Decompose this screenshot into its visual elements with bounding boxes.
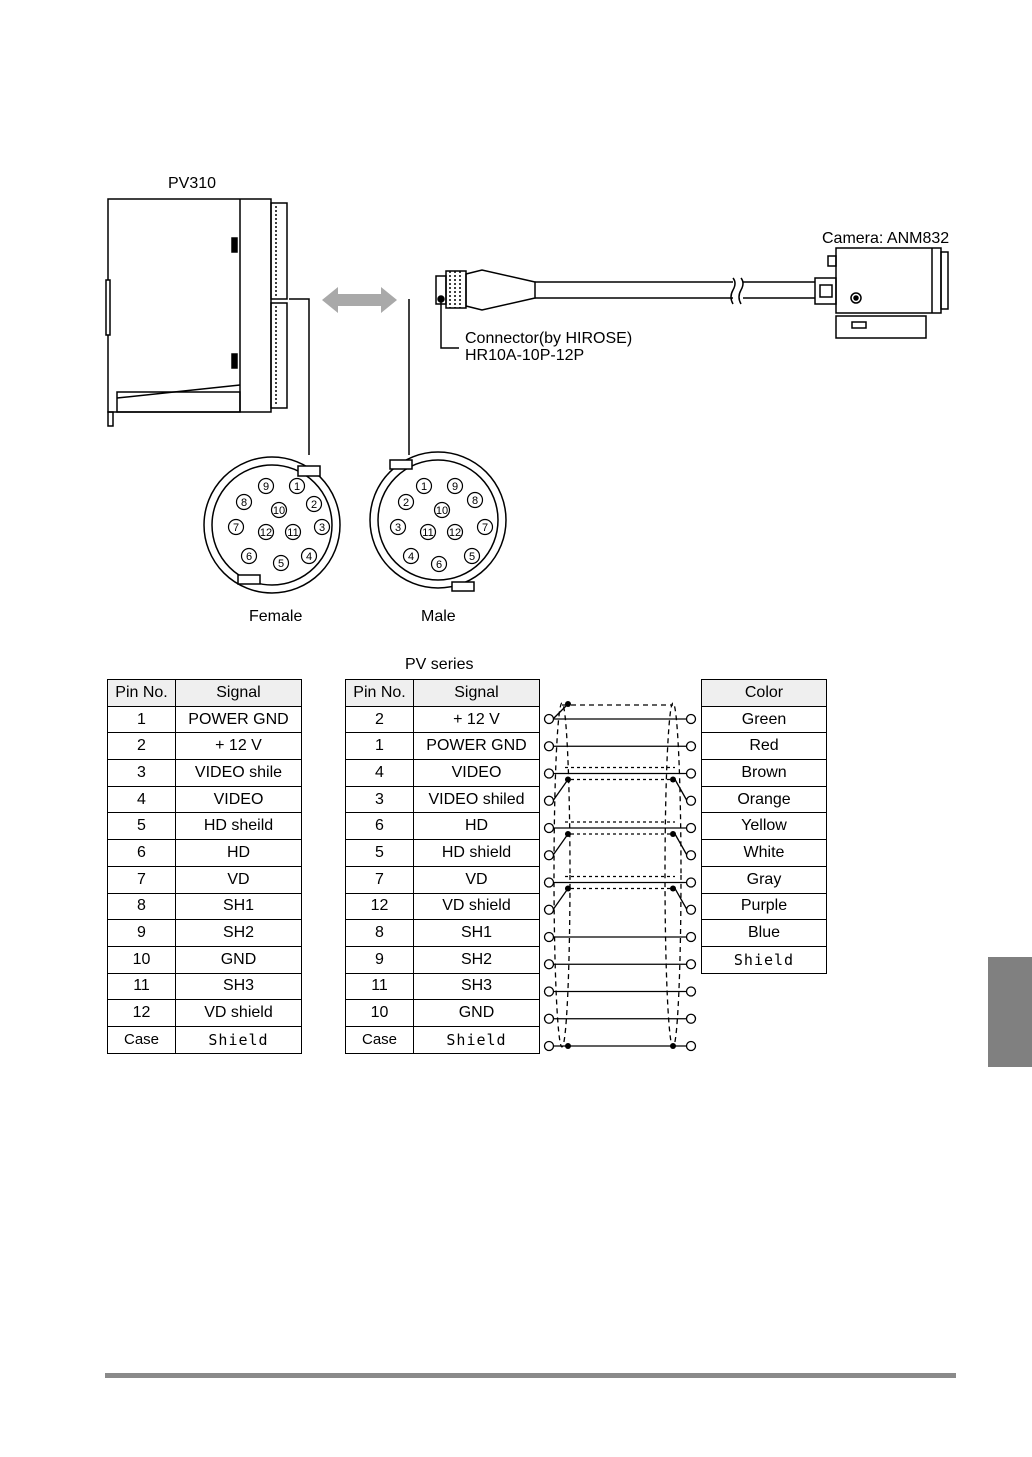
signal-cell: VIDEO shile: [176, 760, 302, 787]
pin-number-cell: 3: [346, 786, 414, 813]
pin-number-cell: 6: [108, 840, 176, 867]
wire-terminal: [545, 1042, 554, 1051]
pin-number-cell: 9: [108, 920, 176, 947]
pin-number-label: 12: [259, 527, 273, 539]
signal-cell: VIDEO: [414, 760, 540, 787]
table-row: [108, 866, 302, 893]
wire-segment: [553, 834, 568, 855]
color-cell: Purple: [702, 893, 827, 920]
female-pin-layout: [229, 479, 330, 571]
wire-terminal: [687, 824, 696, 833]
table-row: [108, 706, 302, 733]
signal-cell: GND: [176, 946, 302, 973]
wire-terminal: [687, 960, 696, 969]
signal-cell: POWER GND: [176, 706, 302, 733]
color-cell: Green: [702, 706, 827, 733]
wire-terminal: [687, 1042, 696, 1051]
pin-number-label: 8: [471, 495, 479, 507]
pin-number-cell: 1: [108, 706, 176, 733]
pin-number-label: 3: [318, 522, 326, 534]
color-cell: Orange: [702, 786, 827, 813]
signal-cell: VD: [176, 866, 302, 893]
pv-series-title: PV series: [405, 656, 474, 673]
pin-number-label: 10: [435, 505, 449, 517]
pin-number-label: 12: [448, 527, 462, 539]
color-cell: Shield: [702, 946, 827, 973]
color-cell: Brown: [702, 760, 827, 787]
color-cell: White: [702, 840, 827, 867]
pin-number-label: 10: [272, 505, 286, 517]
color-header: Color: [702, 680, 827, 707]
signal-cell: POWER GND: [414, 733, 540, 760]
wire-terminal: [687, 851, 696, 860]
signal-cell: HD shield: [414, 840, 540, 867]
signal-cell: HD: [414, 813, 540, 840]
color-cell: Yellow: [702, 813, 827, 840]
male-label: Male: [421, 608, 456, 625]
female-label: Female: [249, 608, 303, 625]
footer-rule: [105, 1373, 956, 1378]
table-row: [108, 920, 302, 947]
wire-terminal: [687, 1014, 696, 1023]
pin-number-label: 8: [240, 497, 248, 509]
wire-terminal: [687, 742, 696, 751]
pin-number-label: 11: [287, 527, 299, 539]
pin-number-label: 6: [245, 551, 253, 563]
wire-terminal: [545, 878, 554, 887]
signal-cell: Shield: [414, 1026, 540, 1053]
table-row: [108, 733, 302, 760]
signal-cell: VIDEO: [176, 786, 302, 813]
pin-number-label: 7: [232, 522, 240, 534]
table-row: [346, 1000, 540, 1027]
signal-header: Signal: [414, 680, 540, 707]
wire-terminal: [545, 851, 554, 860]
table-row: [108, 786, 302, 813]
pin-number-cell: 7: [108, 866, 176, 893]
junction-dot: [670, 831, 676, 837]
wire-terminal: [545, 905, 554, 914]
pin-number-cell: 4: [108, 786, 176, 813]
double-arrow-icon: [322, 287, 397, 313]
wire-terminal: [545, 796, 554, 805]
signal-cell: HD sheild: [176, 813, 302, 840]
pin-number-label: 5: [277, 558, 285, 570]
cable-wiring: [553, 703, 687, 1047]
signal-cell: + 12 V: [414, 706, 540, 733]
pin-number-label: 4: [305, 551, 313, 563]
wire-terminal: [545, 769, 554, 778]
pin-number-label: 1: [420, 481, 428, 493]
pin-number-label: 6: [435, 559, 443, 571]
table-row: [346, 920, 540, 947]
table-row: [346, 1026, 540, 1053]
table-row: [108, 760, 302, 787]
connector-label: Connector(by HIROSE): [465, 330, 633, 347]
pin-number-label: 9: [451, 481, 459, 493]
pin-number-cell: 11: [346, 973, 414, 1000]
pin-number-cell: 5: [108, 813, 176, 840]
table-row: [346, 706, 540, 733]
wire-terminal: [545, 824, 554, 833]
signal-cell: Shield: [176, 1026, 302, 1053]
pin-number-label: 3: [394, 522, 402, 534]
signal-cell: SH1: [176, 893, 302, 920]
chapter-tab: [988, 957, 1032, 1067]
wire-terminal: [545, 715, 554, 724]
table-row: [108, 813, 302, 840]
wire-terminal: [687, 905, 696, 914]
table-row: [108, 973, 302, 1000]
table-row: [346, 893, 540, 920]
wire-terminal: [687, 933, 696, 942]
wire-terminal: [687, 987, 696, 996]
table-row: [108, 840, 302, 867]
signal-cell: SH3: [414, 973, 540, 1000]
junction-dot: [565, 777, 571, 783]
pv310-unit: [106, 199, 287, 426]
pin-number-cell: Case: [346, 1026, 414, 1053]
signal-cell: VD: [414, 866, 540, 893]
color-cell: Blue: [702, 920, 827, 947]
junction-dot: [565, 701, 571, 707]
table-row: [346, 760, 540, 787]
wire-terminal: [545, 933, 554, 942]
pv-series-pin-table: [345, 679, 540, 1054]
pin-number-label: 2: [310, 499, 318, 511]
pin-no-header: Pin No.: [108, 680, 176, 707]
pin-number-label: 7: [481, 522, 489, 534]
camera-label: Camera: ANM832: [822, 230, 950, 247]
pin-number-label: 9: [262, 481, 270, 493]
signal-cell: VD shield: [176, 1000, 302, 1027]
pin-number-label: 5: [468, 551, 476, 563]
signal-cell: SH3: [176, 973, 302, 1000]
pin-number-cell: 2: [346, 706, 414, 733]
signal-header: Signal: [176, 680, 302, 707]
wire-segment: [553, 780, 568, 801]
male-pin-layout: [391, 479, 493, 572]
table-row: [346, 973, 540, 1000]
table-row: [346, 840, 540, 867]
signal-cell: HD: [176, 840, 302, 867]
table-row: [108, 893, 302, 920]
wire-segment: [675, 780, 687, 801]
junction-dot: [565, 1043, 571, 1049]
female-leader-line: [289, 299, 309, 455]
color-cell: Red: [702, 733, 827, 760]
pin-number-cell: 6: [346, 813, 414, 840]
wire-terminal: [545, 960, 554, 969]
junction-dot: [670, 886, 676, 892]
signal-cell: SH1: [414, 920, 540, 947]
table-row: [108, 1000, 302, 1027]
junction-dot: [670, 777, 676, 783]
signal-cell: GND: [414, 1000, 540, 1027]
wire-segment: [553, 889, 568, 910]
pin-number-cell: 5: [346, 840, 414, 867]
wire-terminal: [687, 878, 696, 887]
wire-terminal: [687, 715, 696, 724]
signal-cell: + 12 V: [176, 733, 302, 760]
signal-cell: SH2: [176, 920, 302, 947]
pin-number-cell: 3: [108, 760, 176, 787]
wire-color-table: [701, 679, 827, 974]
pv310-pin-table: [107, 679, 302, 1054]
table-row: [346, 786, 540, 813]
wire-terminal: [545, 1014, 554, 1023]
table-row: [108, 946, 302, 973]
pin-number-cell: 9: [346, 946, 414, 973]
pin-no-header: Pin No.: [346, 680, 414, 707]
pin-number-label: 2: [402, 497, 410, 509]
pin-number-label: 1: [293, 481, 301, 493]
camera-body: [815, 248, 948, 338]
pin-number-cell: 10: [108, 946, 176, 973]
table-row: [108, 1026, 302, 1053]
pin-number-cell: Case: [108, 1026, 176, 1053]
table-row: [346, 733, 540, 760]
pin-number-cell: 4: [346, 760, 414, 787]
signal-cell: VD shield: [414, 893, 540, 920]
color-cell: Gray: [702, 866, 827, 893]
signal-cell: SH2: [414, 946, 540, 973]
pin-number-cell: 8: [346, 920, 414, 947]
pin-number-cell: 2: [108, 733, 176, 760]
pin-number-cell: 1: [346, 733, 414, 760]
junction-dot: [670, 1043, 676, 1049]
table-row: [346, 946, 540, 973]
wire-terminal: [687, 796, 696, 805]
pin-number-cell: 8: [108, 893, 176, 920]
pin-number-label: 11: [422, 527, 434, 539]
signal-cell: VIDEO shiled: [414, 786, 540, 813]
pin-number-cell: 10: [346, 1000, 414, 1027]
wire-terminal: [545, 742, 554, 751]
wire-terminal: [545, 987, 554, 996]
pv310-label: PV310: [168, 175, 217, 192]
junction-dot: [565, 886, 571, 892]
table-row: [346, 866, 540, 893]
pin-number-cell: 12: [108, 1000, 176, 1027]
pin-number-label: 4: [407, 551, 415, 563]
wire-terminal: [687, 769, 696, 778]
table-row: [346, 813, 540, 840]
junction-dot: [565, 831, 571, 837]
pin-number-cell: 12: [346, 893, 414, 920]
pin-number-cell: 7: [346, 866, 414, 893]
pin-number-cell: 11: [108, 973, 176, 1000]
connector-part-number: HR10A-10P-12P: [465, 347, 585, 364]
